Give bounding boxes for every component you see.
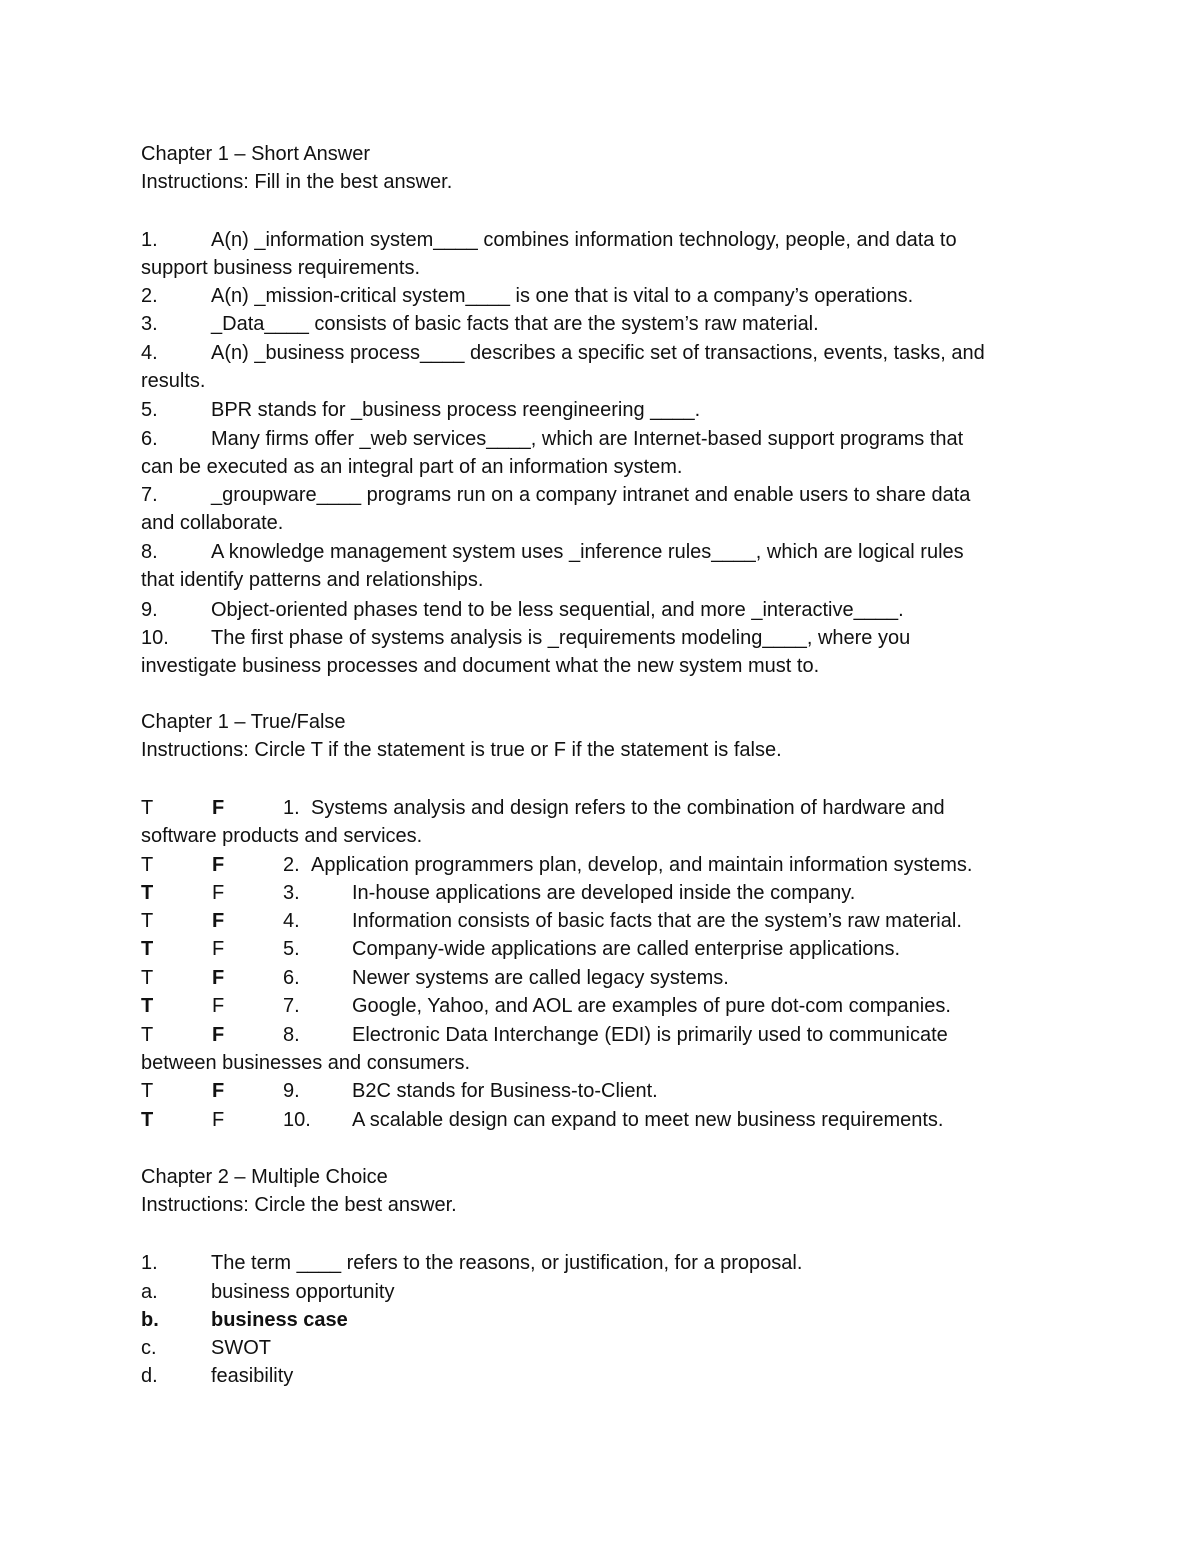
false-option[interactable]: F (212, 938, 225, 960)
tf-statement: Company-wide applications are called enterprise applications. (352, 938, 901, 960)
tf-statement: Information consists of basic facts that are the system’s raw material. (352, 910, 962, 932)
short-answer-heading: Chapter 1 – Short Answer (141, 143, 371, 165)
tf-statement: Newer systems are called legacy systems. (352, 967, 729, 989)
true-option[interactable]: T (141, 967, 154, 989)
sa-item-number: 7. (141, 484, 158, 506)
sa-item-text: _Data____ consists of basic facts that are the system’s raw material. (211, 313, 819, 335)
mc-option-letter: a. (141, 1281, 158, 1303)
sa-item-8-continued: that identify patterns and relationships. (141, 569, 484, 591)
sa-item-text: A knowledge management system uses _inference rules____, which are logical rules (211, 541, 964, 563)
false-option[interactable]: F (212, 854, 225, 876)
sa-item-number: 4. (141, 342, 158, 364)
sa-item-text: A(n) _business process____ describes a specific set of transactions, events, tasks, and (211, 342, 985, 364)
sa-item-1-continued: support business requirements. (141, 257, 421, 279)
mc-option-text: business case (211, 1309, 348, 1331)
sa-item-text: Object-oriented phases tend to be less sequential, and more _interactive____. (211, 599, 904, 621)
true-false-instructions: Instructions: Circle T if the statement is true or F if the statement is false. (141, 739, 782, 761)
tf-item-number: 5. (283, 938, 300, 960)
tf-statement: Electronic Data Interchange (EDI) is primarily used to communicate (352, 1024, 948, 1046)
tf-item-number: 2. (283, 854, 300, 876)
false-option[interactable]: F (212, 797, 225, 819)
tf-item-1-continued: software products and services. (141, 825, 423, 847)
sa-item-text: Many firms offer _web services____, which are Internet-based support programs that (211, 428, 964, 450)
short-answer-instructions: Instructions: Fill in the best answer. (141, 171, 453, 193)
sa-item-number: 6. (141, 428, 158, 450)
mc-question-number: 1. (141, 1252, 158, 1274)
tf-statement: B2C stands for Business-to-Client. (352, 1080, 658, 1102)
false-option[interactable]: F (212, 882, 225, 904)
sa-item-4-continued: results. (141, 370, 206, 392)
tf-item-number: 4. (283, 910, 300, 932)
sa-item-text: A(n) _information system____ combines information technology, people, and data to (211, 229, 957, 251)
sa-item-text: _groupware____ programs run on a company intranet and enable users to share data (211, 484, 971, 506)
true-option[interactable]: T (141, 938, 154, 960)
sa-item-number: 2. (141, 285, 158, 307)
tf-statement: In-house applications are developed inside the company. (352, 882, 856, 904)
sa-item-7-continued: and collaborate. (141, 512, 284, 534)
sa-item-number: 1. (141, 229, 158, 251)
true-option[interactable]: T (141, 910, 154, 932)
mc-question-text: The term ____ refers to the reasons, or justification, for a proposal. (211, 1252, 803, 1274)
tf-item-number: 9. (283, 1080, 300, 1102)
sa-item-number: 3. (141, 313, 158, 335)
tf-item-number: 10. (283, 1109, 311, 1131)
tf-item-number: 7. (283, 995, 300, 1017)
mc-option-text: business opportunity (211, 1281, 395, 1303)
false-option[interactable]: F (212, 910, 225, 932)
true-option[interactable]: T (141, 995, 154, 1017)
false-option[interactable]: F (212, 1024, 225, 1046)
tf-statement: Application programmers plan, develop, and maintain information systems. (311, 854, 973, 876)
sa-item-text: The first phase of systems analysis is _requirements modeling____, where you (211, 627, 911, 649)
multiple-choice-instructions: Instructions: Circle the best answer. (141, 1194, 457, 1216)
sa-item-6-continued: can be executed as an integral part of an information system. (141, 456, 683, 478)
sa-item-text: A(n) _mission-critical system____ is one that is vital to a company’s operations. (211, 285, 914, 307)
mc-option-text: SWOT (211, 1337, 271, 1359)
tf-statement: A scalable design can expand to meet new business requirements. (352, 1109, 944, 1131)
tf-item-number: 6. (283, 967, 300, 989)
mc-option-letter: b. (141, 1309, 159, 1331)
sa-item-text: BPR stands for _business process reengineering ____. (211, 399, 701, 421)
mc-option-text: feasibility (211, 1365, 294, 1387)
true-option[interactable]: T (141, 1109, 154, 1131)
multiple-choice-heading: Chapter 2 – Multiple Choice (141, 1166, 388, 1188)
tf-item-number: 8. (283, 1024, 300, 1046)
true-option[interactable]: T (141, 854, 154, 876)
true-option[interactable]: T (141, 1080, 154, 1102)
false-option[interactable]: F (212, 1109, 225, 1131)
false-option[interactable]: F (212, 1080, 225, 1102)
false-option[interactable]: F (212, 995, 225, 1017)
tf-statement: Google, Yahoo, and AOL are examples of pure dot-com companies. (352, 995, 951, 1017)
true-false-heading: Chapter 1 – True/False (141, 711, 346, 733)
sa-item-10-continued: investigate business processes and document what the new system must to. (141, 655, 820, 677)
true-option[interactable]: T (141, 882, 154, 904)
mc-option-letter: d. (141, 1365, 158, 1387)
sa-item-number: 10. (141, 627, 169, 649)
false-option[interactable]: F (212, 967, 225, 989)
sa-item-number: 8. (141, 541, 158, 563)
true-option[interactable]: T (141, 797, 154, 819)
tf-statement: Systems analysis and design refers to the combination of hardware and (311, 797, 945, 819)
tf-item-8-continued: between businesses and consumers. (141, 1052, 471, 1074)
true-option[interactable]: T (141, 1024, 154, 1046)
tf-item-number: 3. (283, 882, 300, 904)
tf-item-number: 1. (283, 797, 300, 819)
sa-item-number: 5. (141, 399, 158, 421)
mc-option-letter: c. (141, 1337, 157, 1359)
sa-item-number: 9. (141, 599, 158, 621)
